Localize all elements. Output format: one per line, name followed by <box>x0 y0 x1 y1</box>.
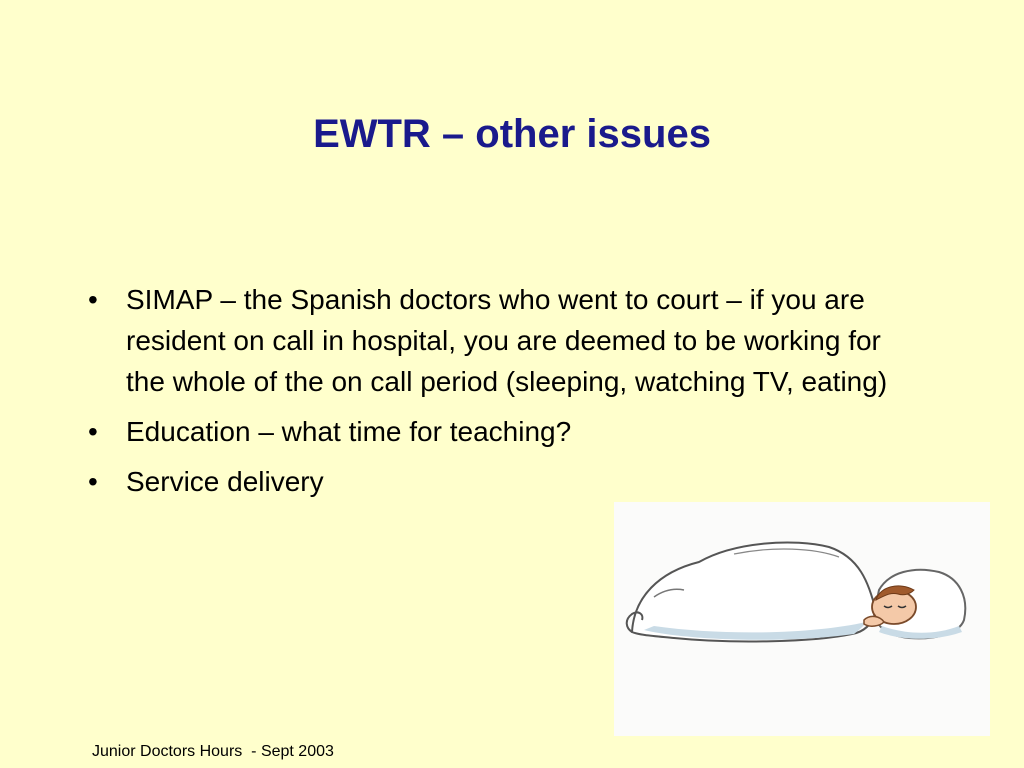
bullet-text: SIMAP – the Spanish doctors who went to court – if you are resident on call in hospital, you are deemed to be working for the whole of the on call period (sleeping, watching TV, eating) <box>126 284 888 397</box>
slide-title: EWTR – other issues <box>313 112 711 156</box>
bullet-text: Education – what time for teaching? <box>126 416 572 447</box>
bullet-marker: • <box>88 466 98 497</box>
bullet-text: Service delivery <box>126 466 324 497</box>
bullet-item-service-delivery <box>84 461 914 502</box>
bullet-marker: • <box>88 284 98 315</box>
bullet-list <box>84 279 914 511</box>
sleeping-doctor-illustration <box>614 502 990 736</box>
sleeping-doctor-icon <box>614 502 990 736</box>
bullet-item-education <box>84 411 914 452</box>
slide-footer: Junior Doctors Hours - Sept 2003 <box>92 743 334 760</box>
bullet-marker: • <box>88 416 98 447</box>
quilt-shape <box>632 542 876 641</box>
bullet-item-simap <box>84 279 914 402</box>
